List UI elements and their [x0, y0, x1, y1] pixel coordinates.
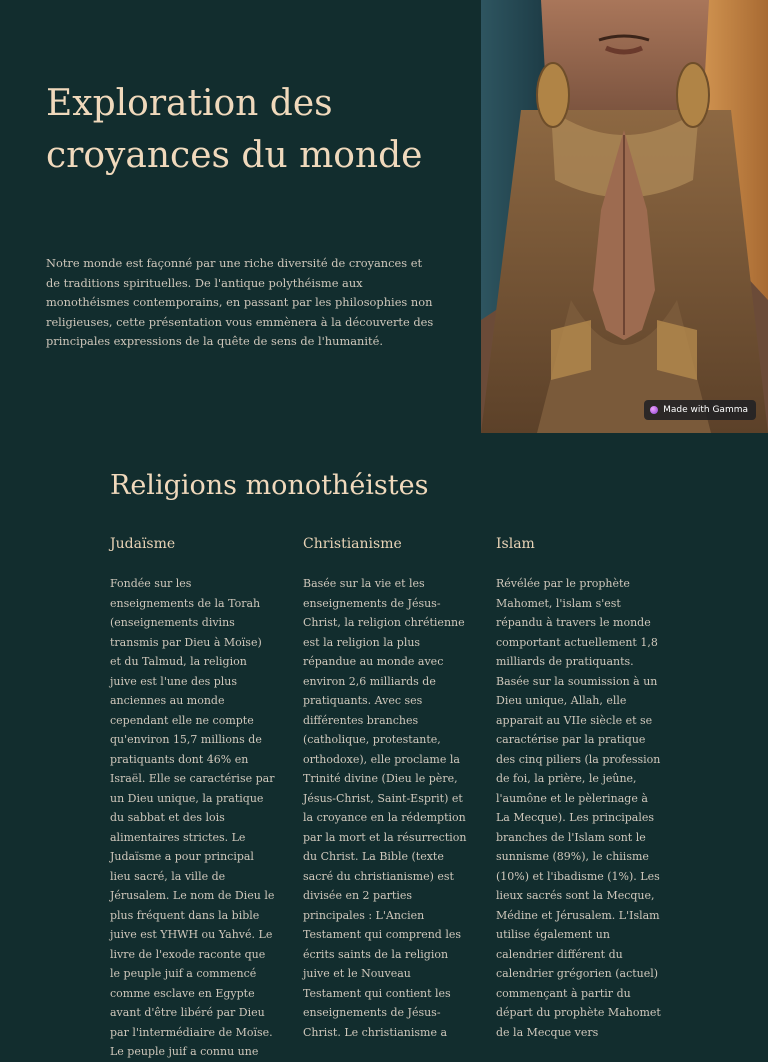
- column-heading: Islam: [496, 536, 535, 552]
- hero-section: [0, 0, 768, 433]
- column-islam: [496, 534, 661, 1042]
- made-with-gamma-badge[interactable]: [644, 400, 756, 420]
- page-title: Exploration des croyances du monde: [46, 83, 423, 176]
- column-text: Fondée sur les enseignements de la Torah (enseignements divins transmis par Dieu à Moïse) et du Talmud, la religion juive est l'une des plus anciennes au monde cependant elle ne compte qu'environ 15,7 millions de pratiquants dont 46% en Israël. Elle se caractérise par un Dieu unique, la pratique du sabbat et des lois alimentaires strictes. Le Judaïsme a pour principal lieu sacré, la ville de Jérusalem. Le nom de Dieu le plus fréquent dans la bible juive est YHWH ou Yahvé. Le livre de l'exode raconte que le peuple juif a commencé comme esclave en Egypte avant d'être libéré par Dieu par l'intermédiaire de Moïse. Le peuple juif a connu une: [110, 577, 275, 1058]
- badge-label: Made with Gamma: [663, 405, 748, 415]
- intro-paragraph: Notre monde est façonné par une riche diversité de croyances et de traditions spirituelles. De l'antique polythéisme aux monothéismes contemporains, en passant par les philosophies non religieuses, cette présentation vous emmènera à la découverte des principales expressions de la quête de sens de l'humanité.: [46, 256, 434, 349]
- column-heading: Christianisme: [303, 536, 402, 552]
- gamma-logo-icon: [650, 406, 658, 414]
- column-heading: Judaïsme: [110, 536, 176, 552]
- column-text: Révélée par le prophète Mahomet, l'islam s'est répandu à travers le monde comportant actuellement 1,8 milliards de pratiquants. Basée sur la soumission à un Dieu unique, Allah, elle apparait au VIIe siècle et se caractérise par la pratique des cinq piliers (la profession de foi, la prière, le jeûne, l'aumône et le pèlerinage à La Mecque). Les principales branches de l'Islam sont le sunnisme (89%), le chiisme (10%) et l'ibadisme (1%). Les lieux sacrés sont la Mecque, Médine et Jérusalem. L'Islam utilise également un calendrier différent du calendrier grégorien (actuel) commençant à partir du départ du prophète Mahomet de la Mecque vers: [496, 577, 661, 1039]
- column-judaisme: [110, 534, 275, 1062]
- column-christianisme: [303, 534, 468, 1042]
- column-text: Basée sur la vie et les enseignements de Jésus-Christ, la religion chrétienne est la religion la plus répandue au monde avec environ 2,6 milliards de pratiquants. Avec ses différentes branches (catholique, protestante, orthodoxe), elle proclame la Trinité divine (Dieu le père, Jésus-Christ, Saint-Esprit) et la croyance en la rédemption par la mort et la résurrection du Christ. La Bible (texte sacré du christianisme) est divisée en 2 parties principales : L'Ancien Testament qui comprend les écrits saints de la religion juive et le Nouveau Testament qui contient les enseignements de Jésus-Christ. Le christianisme a: [303, 577, 467, 1039]
- section-title: Religions monothéistes: [110, 470, 429, 501]
- portrait-illustration: [481, 0, 768, 433]
- hero-image-praying-woman: [481, 0, 768, 433]
